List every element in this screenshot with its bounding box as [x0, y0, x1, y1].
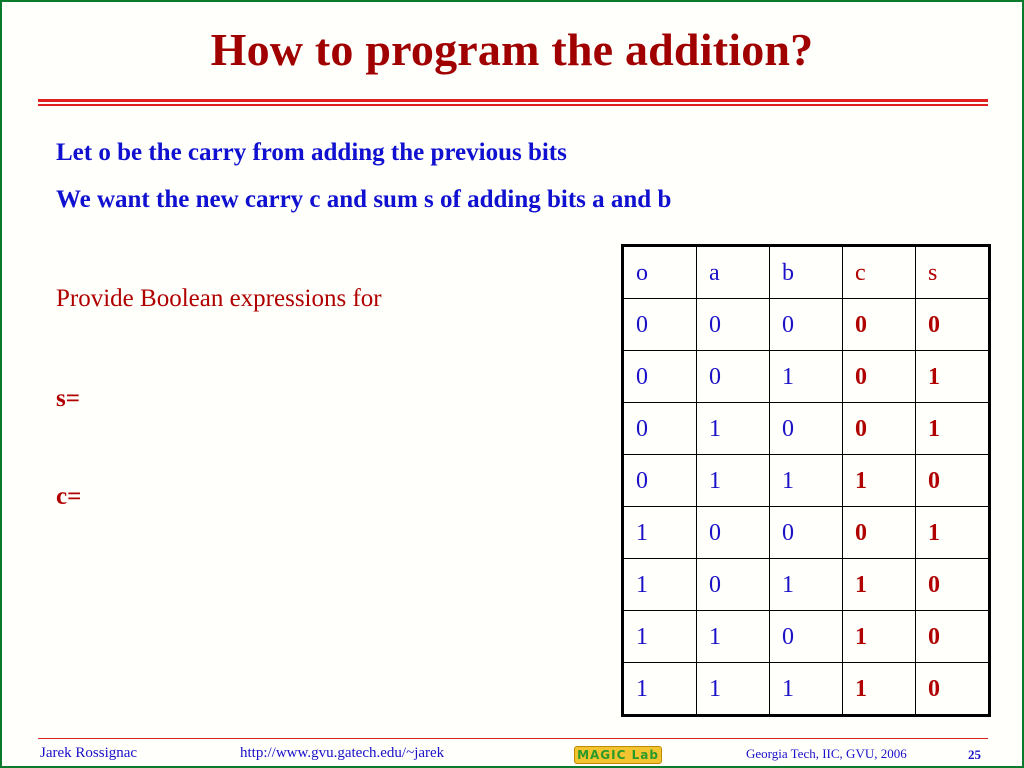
- table-cell-s: 1: [916, 351, 990, 403]
- title-rule-bottom: [38, 104, 988, 106]
- table-row: [623, 611, 990, 663]
- title-rule-top: [38, 99, 988, 102]
- table-cell-b: 1: [770, 663, 843, 716]
- table-cell-c: 0: [843, 507, 916, 559]
- column-header-a: a: [697, 246, 770, 299]
- table-cell-b: 0: [770, 507, 843, 559]
- table-cell-c: 1: [843, 663, 916, 716]
- table-cell-s: 1: [916, 507, 990, 559]
- page-number: 25: [968, 747, 981, 762]
- column-header-o: o: [623, 246, 697, 299]
- column-header-c: c: [843, 246, 916, 299]
- table-cell-o: 0: [623, 351, 697, 403]
- body-line-1: Let o be the carry from adding the previous bits: [56, 139, 567, 166]
- s-expression-label: s=: [56, 385, 80, 412]
- table-cell-c: 1: [843, 455, 916, 507]
- table-row: [623, 663, 990, 716]
- table-cell-o: 1: [623, 507, 697, 559]
- table-cell-o: 1: [623, 559, 697, 611]
- table-cell-o: 1: [623, 663, 697, 716]
- table-cell-s: 0: [916, 663, 990, 716]
- c-expression-label: c=: [56, 483, 82, 510]
- table-cell-c: 1: [843, 559, 916, 611]
- table-cell-s: 0: [916, 611, 990, 663]
- column-header-s: s: [916, 246, 990, 299]
- table-cell-b: 0: [770, 403, 843, 455]
- prompt-text: Provide Boolean expressions for: [56, 285, 382, 312]
- table-cell-o: 0: [623, 403, 697, 455]
- table-row: [623, 403, 990, 455]
- table-cell-a: 0: [697, 559, 770, 611]
- table-cell-a: 0: [697, 299, 770, 351]
- magic-lab-logo: MAGIC Lab: [574, 746, 662, 764]
- table-cell-s: 0: [916, 299, 990, 351]
- footer-org: Georgia Tech, IIC, GVU, 2006: [746, 746, 907, 761]
- table-cell-a: 1: [697, 611, 770, 663]
- table-cell-b: 0: [770, 299, 843, 351]
- table-cell-b: 1: [770, 351, 843, 403]
- table-row: [623, 299, 990, 351]
- table-cell-a: 1: [697, 663, 770, 716]
- column-header-b: b: [770, 246, 843, 299]
- table-cell-a: 1: [697, 455, 770, 507]
- table-cell-b: 1: [770, 455, 843, 507]
- table-cell-a: 0: [697, 507, 770, 559]
- table-row: [623, 455, 990, 507]
- truth-table-header-row: [623, 246, 990, 299]
- table-cell-s: 0: [916, 455, 990, 507]
- table-cell-c: 0: [843, 299, 916, 351]
- table-cell-c: 0: [843, 403, 916, 455]
- footer-rule: [38, 738, 988, 739]
- table-row: [623, 351, 990, 403]
- footer-author: Jarek Rossignac: [40, 745, 138, 761]
- table-row: [623, 507, 990, 559]
- table-cell-o: 1: [623, 611, 697, 663]
- slide-title: How to program the addition?: [210, 24, 814, 75]
- table-cell-c: 1: [843, 611, 916, 663]
- table-cell-o: 0: [623, 299, 697, 351]
- table-row: [623, 559, 990, 611]
- table-cell-s: 0: [916, 559, 990, 611]
- table-cell-b: 0: [770, 611, 843, 663]
- body-line-2: We want the new carry c and sum s of adding bits a and b: [56, 186, 672, 213]
- table-cell-a: 0: [697, 351, 770, 403]
- footer-url[interactable]: http://www.gvu.gatech.edu/~jarek: [240, 745, 445, 761]
- table-cell-c: 0: [843, 351, 916, 403]
- table-cell-b: 1: [770, 559, 843, 611]
- table-cell-a: 1: [697, 403, 770, 455]
- table-cell-s: 1: [916, 403, 990, 455]
- table-cell-o: 0: [623, 455, 697, 507]
- truth-table: [621, 244, 991, 717]
